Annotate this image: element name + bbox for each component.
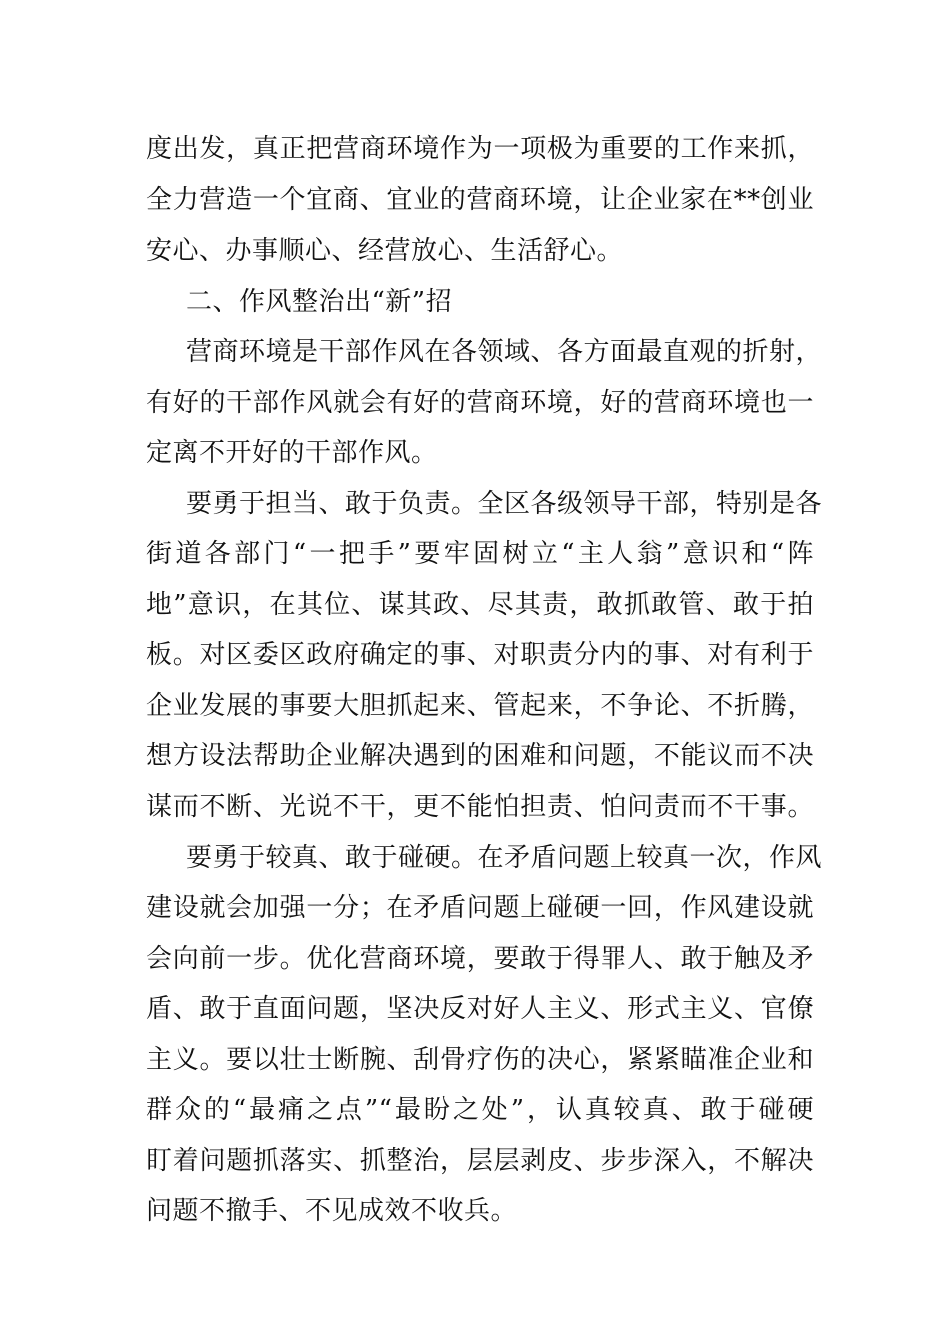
section-heading: 二、作风整治出“新”招 xyxy=(186,287,453,317)
text-line-15: 要勇于较真、敢于碰硬。在矛盾问题上较真一次，作风 xyxy=(186,843,823,873)
text-line-7: 定离不开好的干部作风。 xyxy=(146,438,438,468)
text-line-14: 谋而不断、光说不干，更不能怕担责、怕问责而不干事。 xyxy=(146,792,814,822)
text-line-8: 要勇于担当、敢于负责。全区各级领导干部，特别是各 xyxy=(186,489,823,519)
text-line-22: 问题不撤手、不见成效不收兵。 xyxy=(146,1196,518,1226)
text-line-9: 街道各部门“一把手”要牢固树立“主人翁”意识和“阵 xyxy=(146,539,814,569)
text-line-1: 度出发，真正把营商环境作为一项极为重要的工作来抓， xyxy=(146,134,814,164)
text-line-11: 板。对区委区政府确定的事、对职责分内的事、对有利于 xyxy=(146,640,814,670)
text-line-19: 主义。要以壮士断腕、刮骨疗伤的决心，紧紧瞄准企业和 xyxy=(146,1045,814,1075)
text-line-13: 想方设法帮助企业解决遇到的困难和问题，不能议而不决 xyxy=(146,741,814,771)
text-line-5: 营商环境是干部作风在各领域、各方面最直观的折射， xyxy=(186,337,823,367)
text-line-6: 有好的干部作风就会有好的营商环境，好的营商环境也一 xyxy=(146,388,814,418)
text-line-16: 建设就会加强一分；在矛盾问题上碰硬一回，作风建设就 xyxy=(146,893,814,923)
text-line-17: 会向前一步。优化营商环境，要敢于得罪人、敢于触及矛 xyxy=(146,944,814,974)
text-line-20: 群众的“最痛之点”“最盼之处”，认真较真、敢于碰硬 xyxy=(146,1095,814,1125)
text-line-12: 企业发展的事要大胆抓起来、管起来，不争论、不折腾， xyxy=(146,691,814,721)
text-line-18: 盾、敢于直面问题，坚决反对好人主义、形式主义、官僚 xyxy=(146,994,814,1024)
text-line-21: 盯着问题抓落实、抓整治，层层剥皮、步步深入，不解决 xyxy=(146,1146,814,1176)
text-line-2: 全力营造一个宜商、宜业的营商环境，让企业家在**创业 xyxy=(146,185,814,215)
text-line-3: 安心、办事顺心、经营放心、生活舒心。 xyxy=(146,236,624,266)
text-line-10: 地”意识，在其位、谋其政、尽其责，敢抓敢管、敢于拍 xyxy=(146,590,814,620)
